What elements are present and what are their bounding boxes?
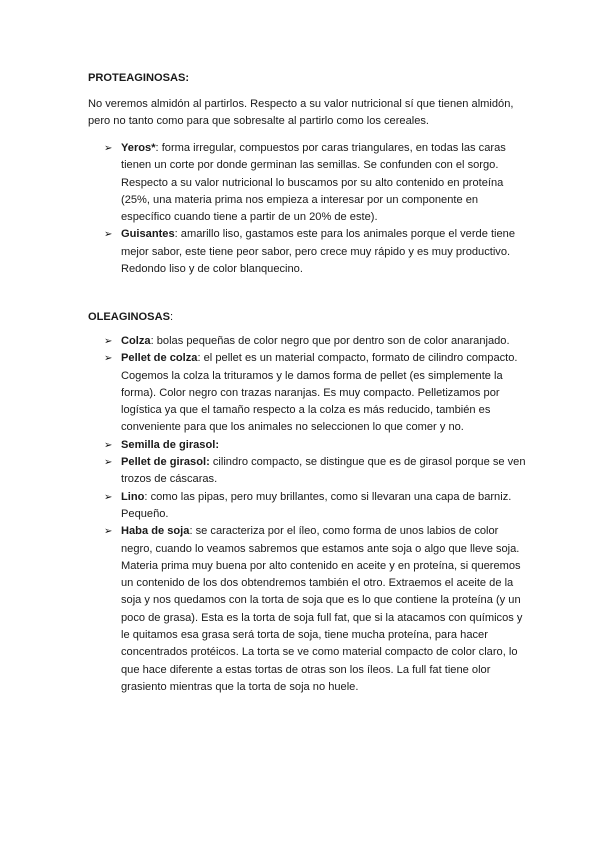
item-text: cilindro compacto, se distingue que es de girasol porque se ven trozos de cáscaras. [121,456,526,486]
item-term: Pellet de colza [121,352,198,365]
list-item [104,454,528,489]
item-text: : como las pipas, pero muy brillantes, como si llevaran una capa de barniz. Pequeño. [121,490,512,520]
oleaginosas-list [104,333,528,696]
section-intro: No veremos almidón al partirlos. Respecto a su valor nutricional sí que tienen almidón, pero no tanto como para que sobresalte al partirlo como los cereales. [88,98,514,128]
item-term: Lino [121,490,145,503]
item-term: Haba de soja [121,525,190,538]
proteaginosas-list [104,140,528,278]
item-term: Pellet de girasol: [121,456,210,469]
arrow-bullet-icon: ➢ [104,229,113,241]
arrow-bullet-icon: ➢ [104,439,113,451]
item-text: : amarillo liso, gastamos este para los animales porque el verde tiene mejor sabor, este tiene peor sabor, pero crece muy rápido y es muy productivo. Redondo liso y de color blanquecino. [121,228,516,276]
arrow-bullet-icon: ➢ [104,526,113,538]
section-heading-oleaginosas: OLEAGINOSAS: [88,311,174,323]
section-heading-proteaginosas: PROTEAGINOSAS: [88,72,190,84]
list-item [104,333,528,350]
arrow-bullet-icon: ➢ [104,353,113,365]
arrow-bullet-icon: ➢ [104,491,113,503]
list-item [104,437,528,454]
item-text: : bolas pequeñas de color negro que por dentro son de color anaranjado. [150,335,510,347]
list-item [104,523,528,696]
item-text: : el pellet es un material compacto, formato de cilindro compacto. Cogemos la colza la trituramos y le damos forma de pellet (es simplemente la forma). Color negro con trazas naranjas. Es muy compacto. Pelletizamos por logística ya que el tamaño respecto a la colza es más reducido, también es conveniente para que los animales no seleccionen lo que comer y no. [121,352,518,434]
list-item [104,350,528,436]
list-item [104,140,528,226]
arrow-bullet-icon: ➢ [104,336,113,347]
arrow-bullet-icon: ➢ [104,457,113,469]
list-item [104,489,528,524]
item-text: : forma irregular, compuestos por caras triangulares, en todas las caras tienen un corte por donde germinan las semillas. Se confunden con el sorgo. Respecto a su valor nutricional lo buscamos por su alto contenido en proteína (25%, una materia prima nos empieza a interesar por un componente en específico cuando tiene a partir de un 20% de este). [121,142,506,224]
item-term: Yeros* [121,142,156,154]
item-term: Colza [121,335,151,347]
item-term: Semilla de girasol: [121,438,220,451]
item-text: : se caracteriza por el íleo, como forma de unos labios de color negro, cuando lo veamos sabremos que estamos ante soja o algo que lleve soja. Materia prima muy buena por alto contenido en aceite y en proteína, si queremos un contenido de los dos obtendremos también el otro. Extraemos el aceite de la soja y nos quedamos con la torta de soja que es lo que contiene la proteína (y un poco de grasa). Esta es la torta de soja full fat, que si la atacamos con químicos y le quitamos esa grasa será torta de soja, tiene mucha proteína, para hacer concentrados protéicos. La torta se ve como material compacto de color claro, lo que hace diferente a estas tortas de otras son los íleos. La full fat tiene olor grasiento mientras que la torta de soja no huele. [121,525,523,693]
item-term: Guisantes [121,228,175,241]
arrow-bullet-icon: ➢ [104,143,113,154]
list-item [104,226,528,278]
